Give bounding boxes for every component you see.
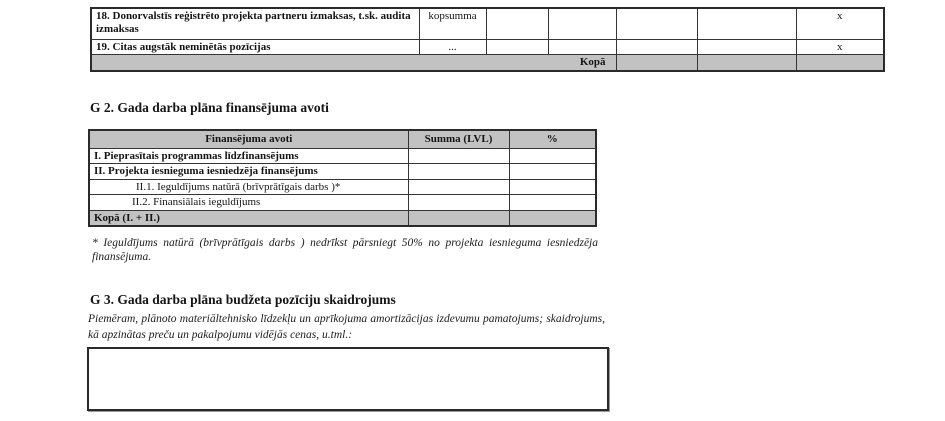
header-financing-sources: Finansējuma avoti xyxy=(89,130,408,148)
total-empty-cell xyxy=(697,55,796,71)
section-g3-heading: G 3. Gada darba plāna budžeta pozīciju skaidrojums xyxy=(90,292,396,307)
row-ii1-label: II.1. Ieguldījums natūrā (brīvprātīgais darbs )* xyxy=(89,179,408,195)
row-ii2-label: II.2. Finansiālais ieguldījums xyxy=(89,195,408,211)
table-row xyxy=(89,195,596,211)
footnote-text: * Ieguldījums natūrā (brīvprātīgais darbs ) nedrīkst pārsniegt 50% no projekta iesnieguma iesniedzēja finansējuma. xyxy=(92,237,598,263)
table-total-row xyxy=(89,210,596,226)
row-i-label: I. Pieprasītais programmas līdzfinansējums xyxy=(89,148,408,164)
row18-empty-cell xyxy=(616,8,697,39)
row-i-sum-cell xyxy=(408,148,509,164)
row-ii-percent-cell xyxy=(509,164,596,180)
row19-empty-cell xyxy=(548,39,616,55)
header-sum-lvl: Summa (LVL) xyxy=(408,130,509,148)
row18-empty-cell xyxy=(697,8,796,39)
table-header-row xyxy=(89,130,596,148)
row18-label: 18. Donorvalstīs reģistrēto projekta partneru izmaksas, t.sk. audita izmaksas xyxy=(91,8,419,39)
total-label: Kopā (I. + II.) xyxy=(89,210,408,226)
row18-x-cell: x xyxy=(796,8,884,39)
explanation-entry-box xyxy=(87,347,609,411)
row19-empty-cell xyxy=(486,39,548,55)
row19-x-cell: x xyxy=(796,39,884,55)
total-label: Kopā xyxy=(91,55,616,71)
row18-unit-cell: kopsumma xyxy=(419,8,486,39)
row-ii-sum-cell xyxy=(408,164,509,180)
row18-empty-cell xyxy=(548,8,616,39)
total-empty-cell xyxy=(616,55,697,71)
table-total-row xyxy=(91,55,884,71)
table-row xyxy=(89,148,596,164)
row19-empty-cell xyxy=(616,39,697,55)
table-row xyxy=(89,164,596,180)
financing-sources-table xyxy=(88,129,597,227)
table-row xyxy=(91,39,884,55)
section-g2-heading: G 2. Gada darba plāna finansējuma avoti xyxy=(90,100,329,115)
row19-unit-cell: ... xyxy=(419,39,486,55)
section-g3-description: Piemēram, plānoto materiāltehnisko līdzekļu un aprīkojuma amortizācijas izdevumu pamatojums; skaidrojums, kā apzinātas preču un pakalpojumu vidējās cenas, u.tml.: xyxy=(88,313,605,341)
row19-empty-cell xyxy=(697,39,796,55)
table-row xyxy=(91,8,884,39)
row-ii1-percent-cell xyxy=(509,179,596,195)
total-percent-cell xyxy=(509,210,596,226)
row-ii-label: II. Projekta iesnieguma iesniedzēja finansējums xyxy=(89,164,408,180)
row18-empty-cell xyxy=(486,8,548,39)
row-ii1-sum-cell xyxy=(408,179,509,195)
row-i-percent-cell xyxy=(509,148,596,164)
row-ii2-percent-cell xyxy=(509,195,596,211)
cost-items-table xyxy=(90,7,885,72)
row19-label: 19. Citas augstāk neminētās pozīcijas xyxy=(91,39,419,55)
table-row xyxy=(89,179,596,195)
row-ii2-sum-cell xyxy=(408,195,509,211)
total-sum-cell xyxy=(408,210,509,226)
total-empty-cell xyxy=(796,55,884,71)
header-percent: % xyxy=(509,130,596,148)
